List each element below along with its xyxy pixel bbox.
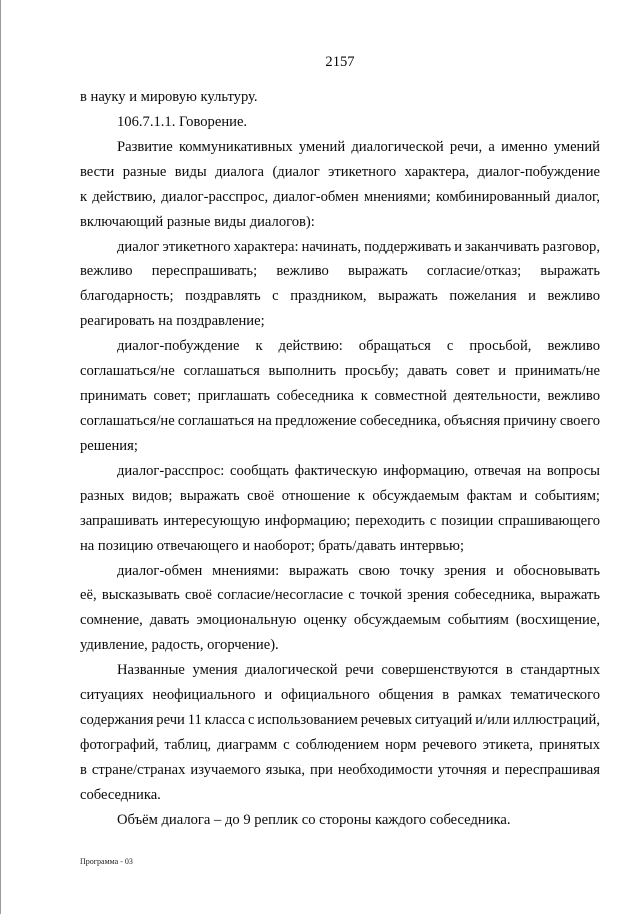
text-line: в науку и мировую культуру. (80, 89, 258, 105)
text-line: удивление, радость, огорчение). (80, 637, 279, 654)
text-line: соглашаться/не соглашаться выполнить просьбу; давать совет и принимать/не (80, 363, 600, 380)
text-line: диалог-расспрос: сообщать фактическую информацию, отвечая на вопросы (117, 462, 600, 479)
text-line: соглашаться/не соглашаться на предложение собеседника, объясняя причину своего (80, 412, 600, 429)
text-line: включающий разные виды диалогов): (80, 213, 315, 230)
paragraph (80, 658, 600, 808)
text-line: к действию, диалог-расспрос, диалог-обмен мнениями; комбинированный диалог, (80, 188, 600, 205)
text-line: вести разные виды диалога (диалог этикетного характера, диалог-побуждение (80, 163, 600, 180)
text-line: диалог-побуждение к действию: обращаться с просьбой, вежливо (117, 338, 600, 355)
text-line: собеседника. (80, 786, 161, 803)
text-line: благодарность; поздравлять с праздником, выражать пожелания и вежливо (80, 288, 600, 305)
text-line: диалог-обмен мнениями: выражать свою точку зрения и обосновывать (117, 562, 600, 579)
text-line: принимать совет; приглашать собеседника к совместной деятельности, вежливо (80, 388, 600, 405)
text-line: сомнение, давать эмоциональную оценку обсуждаемым событиям (восхищение, (80, 612, 600, 629)
page-number: 2157 (325, 54, 355, 70)
text-line: Названные умения диалогической речи совершенствуются в стандартных (117, 662, 600, 679)
document-body (80, 85, 600, 833)
paragraph (80, 334, 600, 459)
continued-paragraph (80, 85, 600, 110)
paragraph (80, 235, 600, 335)
text-line: фотографий, таблиц, диаграмм с соблюдением норм речевого этикета, принятых (80, 736, 600, 753)
footer-note: Программа - 03 (80, 857, 133, 866)
paragraph (80, 135, 600, 235)
text-line: Развитие коммуникативных умений диалогической речи, а именно умений (117, 138, 600, 155)
text-line: реагировать на поздравление; (80, 313, 265, 330)
text-line: на позицию отвечающего и наоборот; брать/давать интервью; (80, 537, 465, 554)
scan-edge (0, 0, 1, 914)
section-heading: 106.7.1.1. Говорение. (117, 113, 248, 130)
text-line: вежливо переспрашивать; вежливо выражать согласие/отказ; выражать (80, 263, 600, 280)
paragraph (80, 808, 600, 833)
text-line: содержания речи 11 класса с использованием речевых ситуаций и/или иллюстраций, (80, 712, 600, 729)
text-line: Объём диалога – до 9 реплик со стороны каждого собеседника. (117, 811, 511, 828)
text-line: запрашивать интересующую информацию; переходить с позиции спрашивающего (80, 512, 600, 529)
text-line: в стране/странах изучаемого языка, при необходимости уточняя и переспрашивая (80, 761, 600, 778)
text-line: решения; (80, 437, 138, 454)
text-line: разных видов; выражать своё отношение к обсуждаемым фактам и событиям; (80, 487, 600, 504)
paragraph (80, 559, 600, 659)
text-line: диалог этикетного характера: начинать, поддерживать и заканчивать разговор, (117, 238, 600, 255)
paragraph (80, 459, 600, 559)
text-line: ситуациях неофициального и официального общения в рамках тематического (80, 687, 600, 704)
text-line: её, высказывать своё согласие/несогласие с точкой зрения собеседника, выражать (80, 587, 600, 604)
